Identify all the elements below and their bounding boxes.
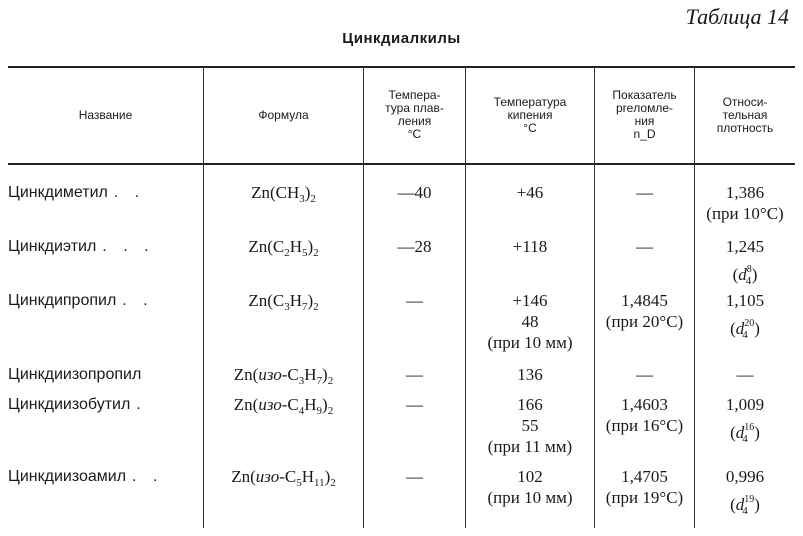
formula-part: H — [304, 395, 317, 414]
density-subscript: 4 — [742, 505, 748, 517]
refractive-index: (при 19°С) — [605, 488, 684, 507]
boiling-point: (при 11 мм) — [487, 437, 573, 456]
formula-part: - — [281, 395, 288, 414]
formula-subscript: 2 — [313, 301, 319, 313]
formula-part: C — [272, 291, 285, 310]
paren: ) — [751, 265, 758, 284]
relative-density: — — [736, 365, 754, 384]
density-condition: (при 10°С) — [706, 204, 784, 223]
density-condition — [695, 489, 795, 522]
formula-part: C — [272, 237, 285, 256]
density-symbol: d — [735, 423, 745, 442]
formula-part: ) — [307, 291, 314, 310]
relative-density: 1,386 — [725, 183, 765, 202]
melting-point: —40 — [397, 183, 432, 202]
formula-prefix: изо — [258, 395, 282, 414]
chemical-formula — [204, 394, 363, 422]
formula-subscript: 2 — [310, 193, 316, 205]
header-name: Название — [78, 107, 133, 122]
paren: ( — [730, 319, 736, 338]
formula-part: H — [301, 467, 314, 486]
boiling-point: +118 — [512, 237, 548, 256]
density-symbol: d — [738, 265, 747, 284]
density-condition — [695, 259, 795, 292]
formula-part: Zn( — [231, 467, 256, 486]
formula-subscript: 3 — [284, 301, 290, 313]
boiling-point: 48 — [521, 312, 539, 331]
formula-part: C — [284, 467, 297, 486]
melting-point: — — [406, 291, 423, 310]
compound-name-text: Цинкдиизобутил — [8, 396, 131, 413]
paren: ) — [754, 423, 760, 442]
compound-name — [8, 236, 155, 257]
formula-part: H — [289, 291, 302, 310]
density-superscript: 8 — [746, 264, 752, 275]
formula-subscript: 9 — [316, 405, 323, 417]
compound-name — [8, 182, 145, 203]
paren: ) — [754, 319, 760, 338]
refractive-index: 1,4705 — [621, 467, 668, 486]
paren: ( — [730, 495, 736, 514]
boiling-point: 136 — [517, 365, 543, 384]
melting-point: — — [406, 467, 423, 486]
formula-subscript: 11 — [314, 477, 325, 489]
formula-part: Zn( — [251, 183, 276, 202]
leader-dots: . . — [132, 468, 164, 485]
leader-dots: . . — [122, 292, 154, 309]
leader-dots: . . — [113, 184, 146, 201]
formula-part: Zn( — [233, 365, 259, 384]
compound-name — [8, 290, 154, 311]
boiling-point: (при 10 мм) — [487, 488, 573, 507]
formula-subscript: 7 — [302, 301, 308, 313]
formula-part: H — [289, 237, 302, 256]
compound-name — [8, 394, 147, 415]
boiling-point: (при 10 мм) — [487, 333, 573, 352]
compound-name — [8, 466, 163, 487]
density-superscript: 20 — [744, 318, 755, 329]
compound-name-text: Цинкдиизоамил — [8, 468, 127, 485]
formula-subscript: 2 — [330, 477, 336, 489]
relative-density: 0,996 — [725, 467, 765, 486]
formula-part: Zn( — [233, 395, 259, 414]
header-relative-density: Относи- тельная плотность — [716, 94, 774, 135]
boiling-point: 55 — [521, 416, 539, 435]
leader-dots: . . . — [102, 238, 155, 255]
chemical-formula — [204, 290, 363, 318]
compound-name-text: Цинкдипропил — [8, 292, 117, 309]
formula-part: C — [287, 395, 299, 414]
formula-part: ) — [322, 365, 328, 384]
relative-density: 1,105 — [725, 291, 765, 310]
header-rule — [8, 163, 795, 165]
table-number: Таблица 14 — [685, 4, 789, 29]
density-subscript: 4 — [745, 275, 752, 287]
formula-subscript: 2 — [327, 375, 334, 387]
header-formula: Формула — [258, 107, 309, 122]
boiling-point: 166 — [517, 395, 543, 414]
relative-density: 1,009 — [725, 395, 765, 414]
boiling-point: 102 — [517, 467, 543, 486]
chemical-formula — [204, 236, 363, 264]
boiling-point: +146 — [512, 291, 548, 310]
paren: ( — [732, 265, 739, 284]
header-boiling-point: Температура кипения °C — [493, 94, 567, 135]
formula-part: - — [281, 365, 288, 384]
refractive-index: (при 16°С) — [605, 416, 684, 435]
formula-part: H — [304, 365, 317, 384]
chemical-formula — [204, 182, 363, 210]
formula-part: - — [279, 467, 285, 486]
density-superscript: 16 — [744, 422, 755, 433]
header-melting-point: Темпера- тура плав- ления °C — [385, 88, 444, 141]
boiling-point: +46 — [516, 183, 544, 202]
refractive-index: — — [636, 365, 653, 384]
density-condition — [695, 313, 795, 346]
formula-subscript: 2 — [284, 247, 290, 259]
formula-subscript: 5 — [302, 247, 308, 259]
formula-part: ) — [304, 183, 311, 202]
compound-name-text: Цинкдиэтил — [8, 238, 97, 255]
formula-part: ) — [322, 395, 328, 414]
refractive-index: 1,4603 — [621, 395, 668, 414]
formula-part: ) — [307, 237, 314, 256]
header-refractive-index: Показатель preломле- ния n_D — [612, 88, 677, 141]
formula-subscript: 3 — [299, 193, 305, 205]
compound-name-text: Цинкдиметил — [8, 184, 108, 201]
formula-prefix: изо — [255, 467, 280, 486]
formula-part: Zn( — [248, 237, 273, 256]
formula-subscript: 7 — [316, 375, 323, 387]
formula-part: C — [287, 365, 299, 384]
relative-density: 1,245 — [725, 237, 765, 256]
melting-point: — — [406, 365, 423, 384]
compound-name — [8, 364, 141, 385]
paren: ( — [730, 423, 736, 442]
paren: ) — [754, 495, 760, 514]
refractive-index: 1,4845 — [621, 291, 668, 310]
density-superscript: 19 — [744, 494, 755, 505]
melting-point: — — [406, 395, 423, 414]
density-condition — [695, 417, 795, 450]
formula-part: Zn( — [248, 291, 273, 310]
melting-point: —28 — [397, 237, 432, 256]
formula-subscript: 2 — [327, 405, 334, 417]
density-symbol: d — [735, 495, 745, 514]
density-subscript: 4 — [742, 433, 748, 445]
formula-subscript: 4 — [298, 405, 305, 417]
table-title: Цинкдиалкилы — [342, 30, 461, 47]
density-symbol: d — [735, 319, 745, 338]
leader-dots: . — [136, 396, 147, 413]
compound-name-text: Цинкдиизопропил — [8, 366, 142, 383]
formula-subscript: 2 — [313, 247, 319, 259]
chemical-formula — [204, 466, 363, 494]
refractive-index: (при 20°С) — [605, 312, 684, 331]
formula-part: CH — [275, 183, 300, 202]
chemical-formula — [204, 364, 363, 392]
formula-subscript: 5 — [296, 477, 302, 489]
refractive-index: — — [636, 237, 653, 256]
formula-prefix: изо — [258, 365, 282, 384]
density-subscript: 4 — [742, 329, 748, 341]
refractive-index: — — [636, 183, 653, 202]
formula-part: ) — [324, 467, 331, 486]
formula-subscript: 3 — [298, 375, 305, 387]
